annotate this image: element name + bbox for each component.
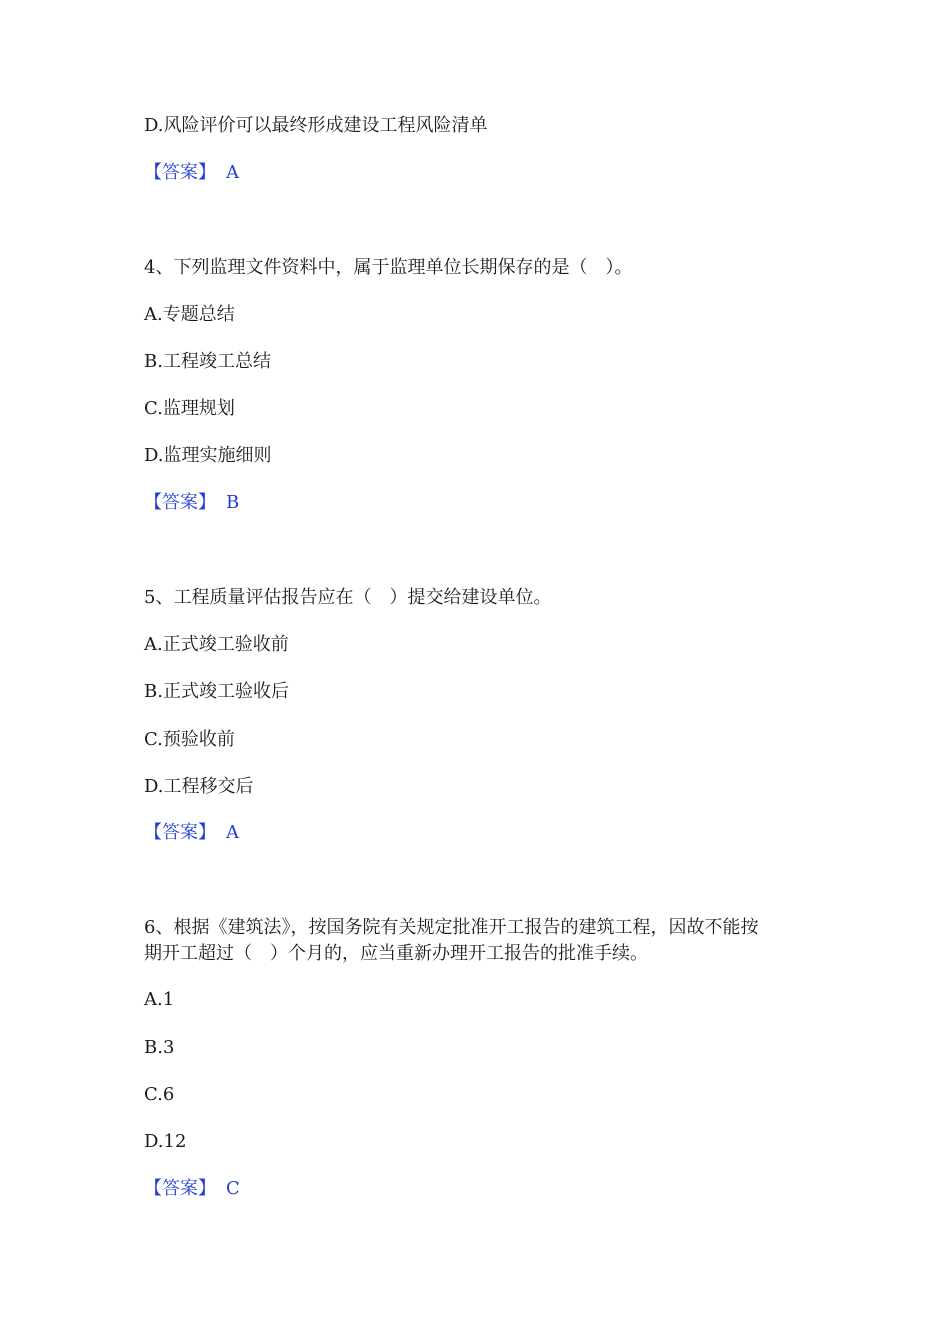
option-c: C.6 (144, 1084, 175, 1105)
option-c: C.监理规划 (144, 398, 235, 419)
answer-line (144, 491, 239, 515)
option-b: B.3 (144, 1037, 175, 1058)
option-a: A.正式竣工验收前 (144, 634, 289, 655)
answer-label: 【答案】 (144, 492, 216, 513)
answer-value: A (226, 822, 239, 843)
answer-label: 【答案】 (144, 822, 216, 843)
answer-line (144, 821, 239, 845)
question-stem-line2: 期开工超过（ ）个月的，应当重新办理开工报告的批准手续。 (144, 943, 648, 964)
answer-value: A (226, 162, 239, 183)
answer-value: C (226, 1178, 240, 1199)
option-d: D.监理实施细则 (144, 445, 272, 466)
answer-value: B (226, 492, 240, 513)
question-stem-line1: 6、根据《建筑法》，按国务院有关规定批准开工报告的建筑工程，因故不能按 (144, 917, 759, 938)
answer-label: 【答案】 (144, 1178, 216, 1199)
option-c: C.预验收前 (144, 729, 235, 750)
option-d: D.12 (144, 1131, 187, 1152)
answer-line (144, 1177, 240, 1201)
answer-label: 【答案】 (144, 162, 216, 183)
option-a: A.专题总结 (144, 304, 235, 325)
question-stem: 5、工程质量评估报告应在（ ）提交给建设单位。 (144, 587, 552, 608)
option-b: B.工程竣工总结 (144, 351, 271, 372)
option-d: D.工程移交后 (144, 776, 254, 797)
question-stem: 4、下列监理文件资料中，属于监理单位长期保存的是（ ）。 (144, 257, 633, 278)
option-b: B.正式竣工验收后 (144, 681, 289, 702)
option-a: A.1 (144, 989, 175, 1010)
option-d: D.风险评价可以最终形成建设工程风险清单 (144, 115, 488, 136)
answer-line (144, 161, 239, 185)
